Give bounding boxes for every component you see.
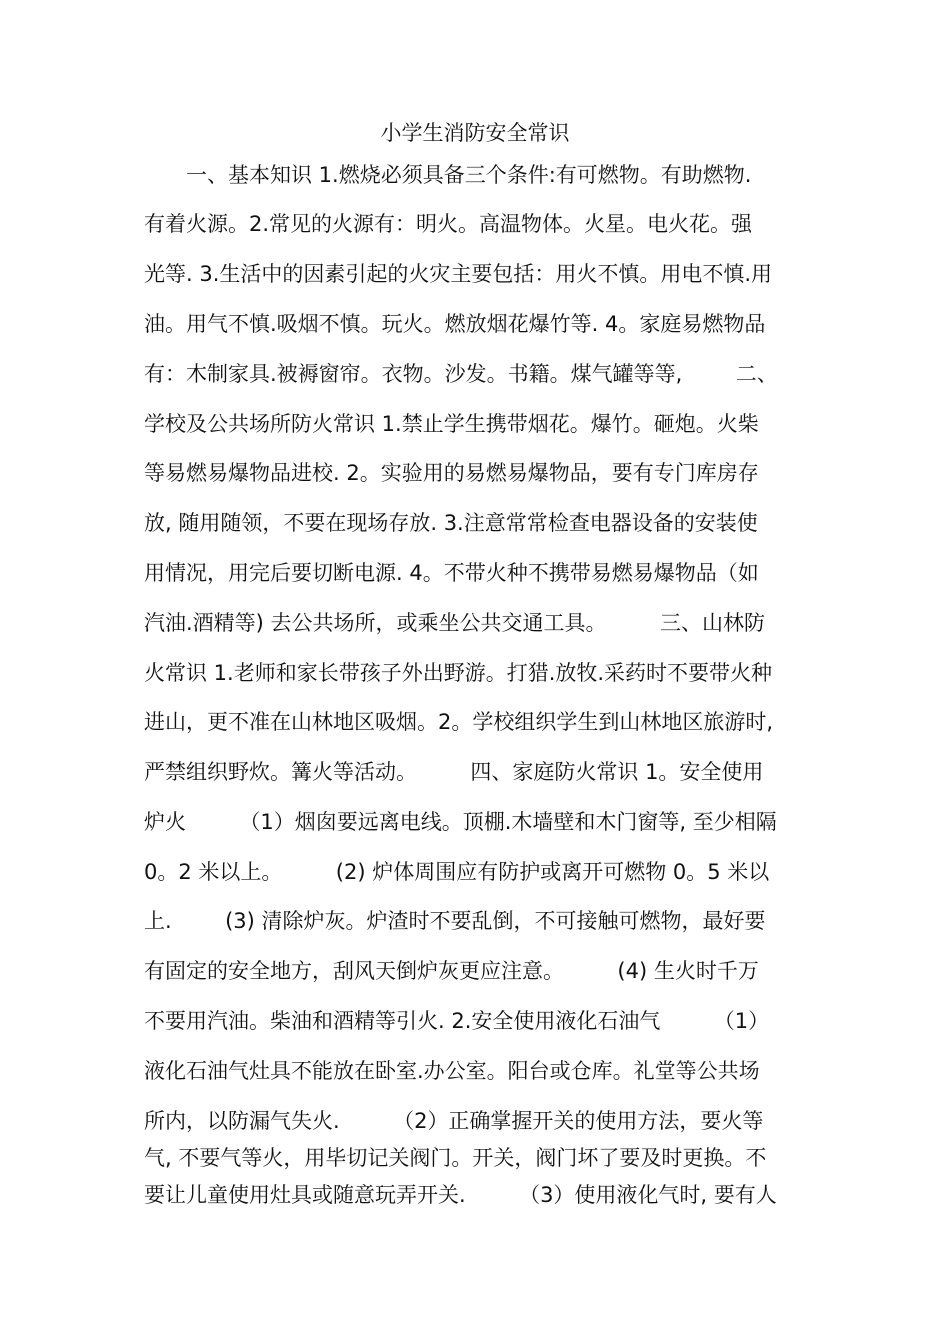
paragraph-line: 汽油.酒精等) 去公共场所，或乘坐公共交通工具。 三、山林防 [144, 611, 765, 635]
paragraph-line: 不要用汽油。柴油和酒精等引火. 2.安全使用液化石油气 （1） [144, 1009, 770, 1033]
paragraph-line: 放, 随用随领，不要在现场存放. 3.注意常常检查电器设备的安装使 [144, 511, 758, 535]
paragraph-line: 油。用气不慎.吸烟不慎。玩火。燃放烟花爆竹等. 4。家庭易燃物品 [144, 312, 766, 336]
paragraph-line: 0。2 米以上。 (2) 炉体周围应有防护或离开可燃物 0。5 米以 [144, 860, 770, 884]
paragraph-line: 进山，更不准在山林地区吸烟。2。学校组织学生到山林地区旅游时, [144, 710, 774, 734]
paragraph-line: 要让儿童使用灶具或随意玩弄开关. （3）使用液化气时, 要有人 [144, 1183, 777, 1207]
paragraph-line: 所内，以防漏气失火. （2）正确掌握开关的使用方法，要火等 [144, 1109, 764, 1133]
paragraph-line: 炉火 （1）烟囱要远离电线。顶棚.木墙壁和木门窗等, 至少相隔 [144, 810, 777, 834]
paragraph-line: 液化石油气灶具不能放在卧室.办公室。阳台或仓库。礼堂等公共场 [144, 1059, 760, 1083]
paragraph-line: 有着火源。2.常见的火源有：明火。高温物体。火星。电火花。强 [144, 212, 753, 236]
paragraph-line: 上. (3) 清除炉灰。炉渣时不要乱倒，不可接触可燃物，最好要 [144, 909, 766, 933]
paragraph-line: 学校及公共场所防火常识 1.禁止学生携带烟花。爆竹。砸炮。火柴 [144, 412, 759, 436]
paragraph-line: 用情况，用完后要切断电源. 4。不带火种不携带易燃易爆物品（如 [144, 561, 759, 585]
paragraph-line: 一、基本知识 1.燃烧必须具备三个条件:有可燃物。有助燃物. [186, 163, 752, 187]
paragraph-line: 有：木制家具.被褥窗帘。衣物。沙发。书籍。煤气罐等等, 二、 [144, 362, 778, 386]
paragraph-line: 严禁组织野炊。篝火等活动。 四、家庭防火常识 1。安全使用 [144, 760, 764, 784]
paragraph-line: 有固定的安全地方，刮风天倒炉灰更应注意。 (4) 生火时千万 [144, 959, 759, 983]
paragraph-line: 火常识 1.老师和家长带孩子外出野游。打猎.放牧.采药时不要带火种 [144, 661, 773, 685]
paragraph-line: 气, 不要气等火，用毕切记关阀门。开关，阀门坏了要及时更换。不 [144, 1146, 767, 1170]
paragraph-line: 等易燃易爆物品进校. 2。实验用的易燃易爆物品，要有专门库房存 [144, 461, 759, 485]
document-title: 小学生消防安全常识 [380, 121, 570, 145]
paragraph-line: 光等. 3.生活中的因素引起的火灾主要包括：用火不慎。用电不慎.用 [144, 262, 773, 286]
